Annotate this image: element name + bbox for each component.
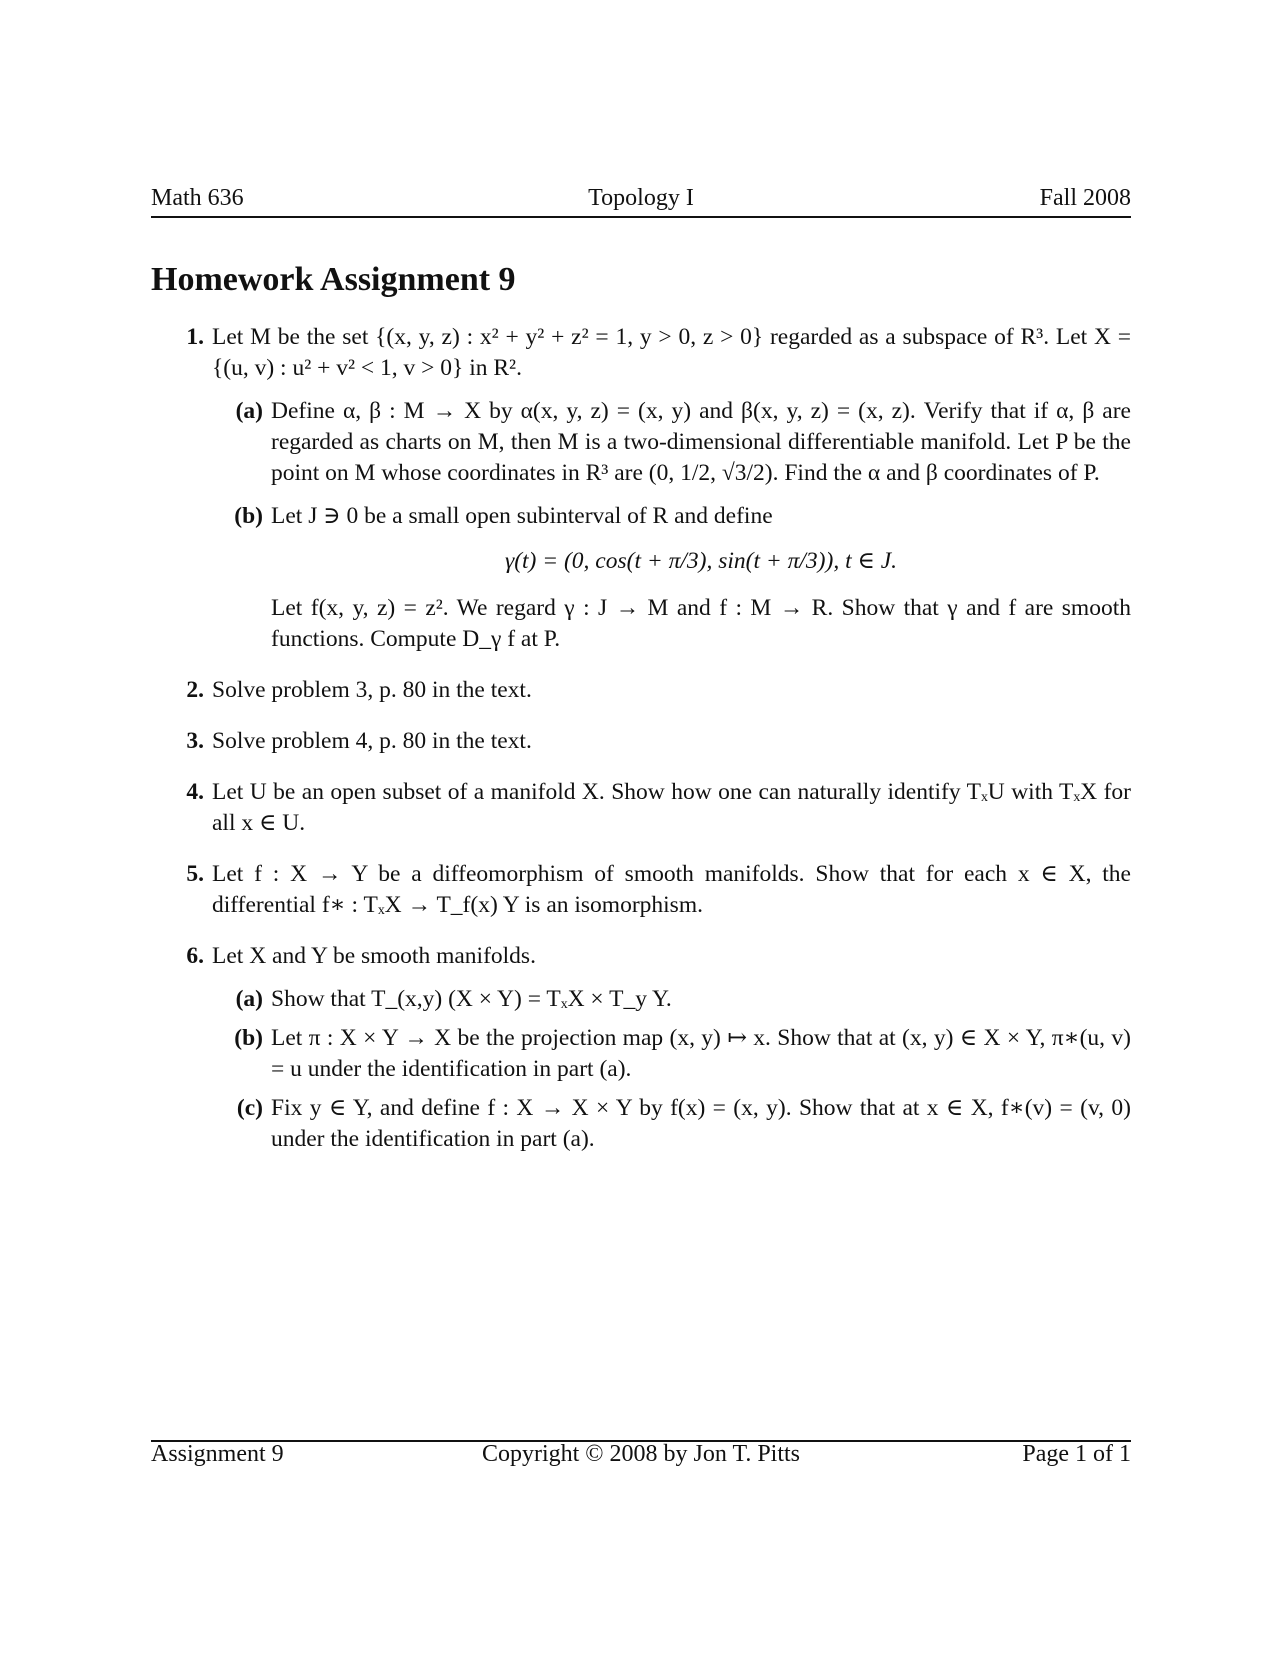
subject-label: Topology I bbox=[588, 185, 694, 211]
part-text: Show that T_(x,y) (X × Y) = TₓX × T_y Y. bbox=[271, 986, 672, 1012]
problem-1-part-a bbox=[212, 396, 1131, 489]
problem-text: Let U be an open subset of a manifold X. Show how one can naturally identify TₓU with TₓX for all x ∈ U. bbox=[212, 779, 1131, 836]
problem-number: 4. bbox=[186, 779, 204, 805]
problem-number: 3. bbox=[186, 728, 204, 754]
part-text: Let π : X × Y → X be the projection map (x, y) ↦ x. Show that at (x, y) ∈ X × Y, π∗(u, v) = u under the identification in part (a). bbox=[271, 1025, 1131, 1082]
problem-text: Let f : X → Y be a diffeomorphism of smooth manifolds. Show that for each x ∈ X, the differential f∗ : TₓX → T_f(x) Y is an isomorphism. bbox=[212, 861, 1131, 918]
page-title: Homework Assignment 9 bbox=[151, 261, 516, 298]
assignment-label: Assignment 9 bbox=[151, 1441, 284, 1467]
problem-text: Let M be the set {(x, y, z) : x² + y² + z² = 1, y > 0, z > 0} regarded as a subspace of R³. Let X = {(u, v) : u² + v² < 1, v > 0} in R². bbox=[212, 324, 1131, 381]
problem-5 bbox=[151, 859, 1131, 921]
problem-6 bbox=[151, 941, 1131, 1155]
page-number: Page 1 of 1 bbox=[1022, 1441, 1131, 1467]
problem-6-part-a bbox=[212, 984, 1131, 1015]
part-label: (b) bbox=[234, 503, 263, 529]
problem-6-part-b bbox=[212, 1023, 1131, 1085]
display-equation: γ(t) = (0, cos(t + π/3), sin(t + π/3)), t ∈ J. bbox=[504, 548, 898, 574]
problem-number: 2. bbox=[186, 677, 204, 703]
part-label: (a) bbox=[235, 986, 263, 1012]
part-label: (a) bbox=[235, 398, 263, 424]
problem-1-part-b bbox=[212, 501, 1131, 655]
header-rule bbox=[151, 216, 1131, 218]
part-text: Define α, β : M → X by α(x, y, z) = (x, y) and β(x, y, z) = (x, z). Verify that if α, β are regarded as charts on M, then M is a two-dimensional differentiable manifold. Let P be the point on M whose coordinates in R³ are (0, 1/2, √3/2). Find the α and β coordinates of P. bbox=[271, 398, 1131, 486]
part-label: (c) bbox=[236, 1095, 263, 1121]
problem-text: Solve problem 4, p. 80 in the text. bbox=[212, 728, 532, 754]
part-text: Fix y ∈ Y, and define f : X → X × Y by f(x) = (x, y). Show that at x ∈ X, f∗(v) = (v, 0) under the identification in part (a). bbox=[271, 1095, 1131, 1152]
problem-4 bbox=[151, 777, 1131, 839]
course-label: Math 636 bbox=[151, 185, 244, 211]
problem-number: 5. bbox=[186, 861, 204, 887]
problem-number: 6. bbox=[186, 943, 204, 969]
problem-2 bbox=[151, 675, 1131, 706]
problem-text: Let X and Y be smooth manifolds. bbox=[212, 943, 536, 969]
problem-number: 1. bbox=[186, 324, 204, 350]
part-label: (b) bbox=[234, 1025, 263, 1051]
problem-text: Solve problem 3, p. 80 in the text. bbox=[212, 677, 532, 703]
part-text: Let J ∋ 0 be a small open subinterval of R and define bbox=[271, 503, 773, 529]
problem-1 bbox=[151, 322, 1131, 655]
page-footer bbox=[151, 1436, 1131, 1472]
problem-list bbox=[151, 322, 1131, 1175]
term-label: Fall 2008 bbox=[1039, 185, 1131, 211]
problem-6-part-c bbox=[212, 1093, 1131, 1155]
part-text-after: Let f(x, y, z) = z². We regard γ : J → M and f : M → R. Show that γ and f are smooth functions. Compute D_γ f at P. bbox=[271, 595, 1131, 652]
copyright-notice: Copyright © 2008 by Jon T. Pitts bbox=[481, 1441, 801, 1467]
problem-3 bbox=[151, 726, 1131, 757]
page-header bbox=[151, 180, 1131, 216]
